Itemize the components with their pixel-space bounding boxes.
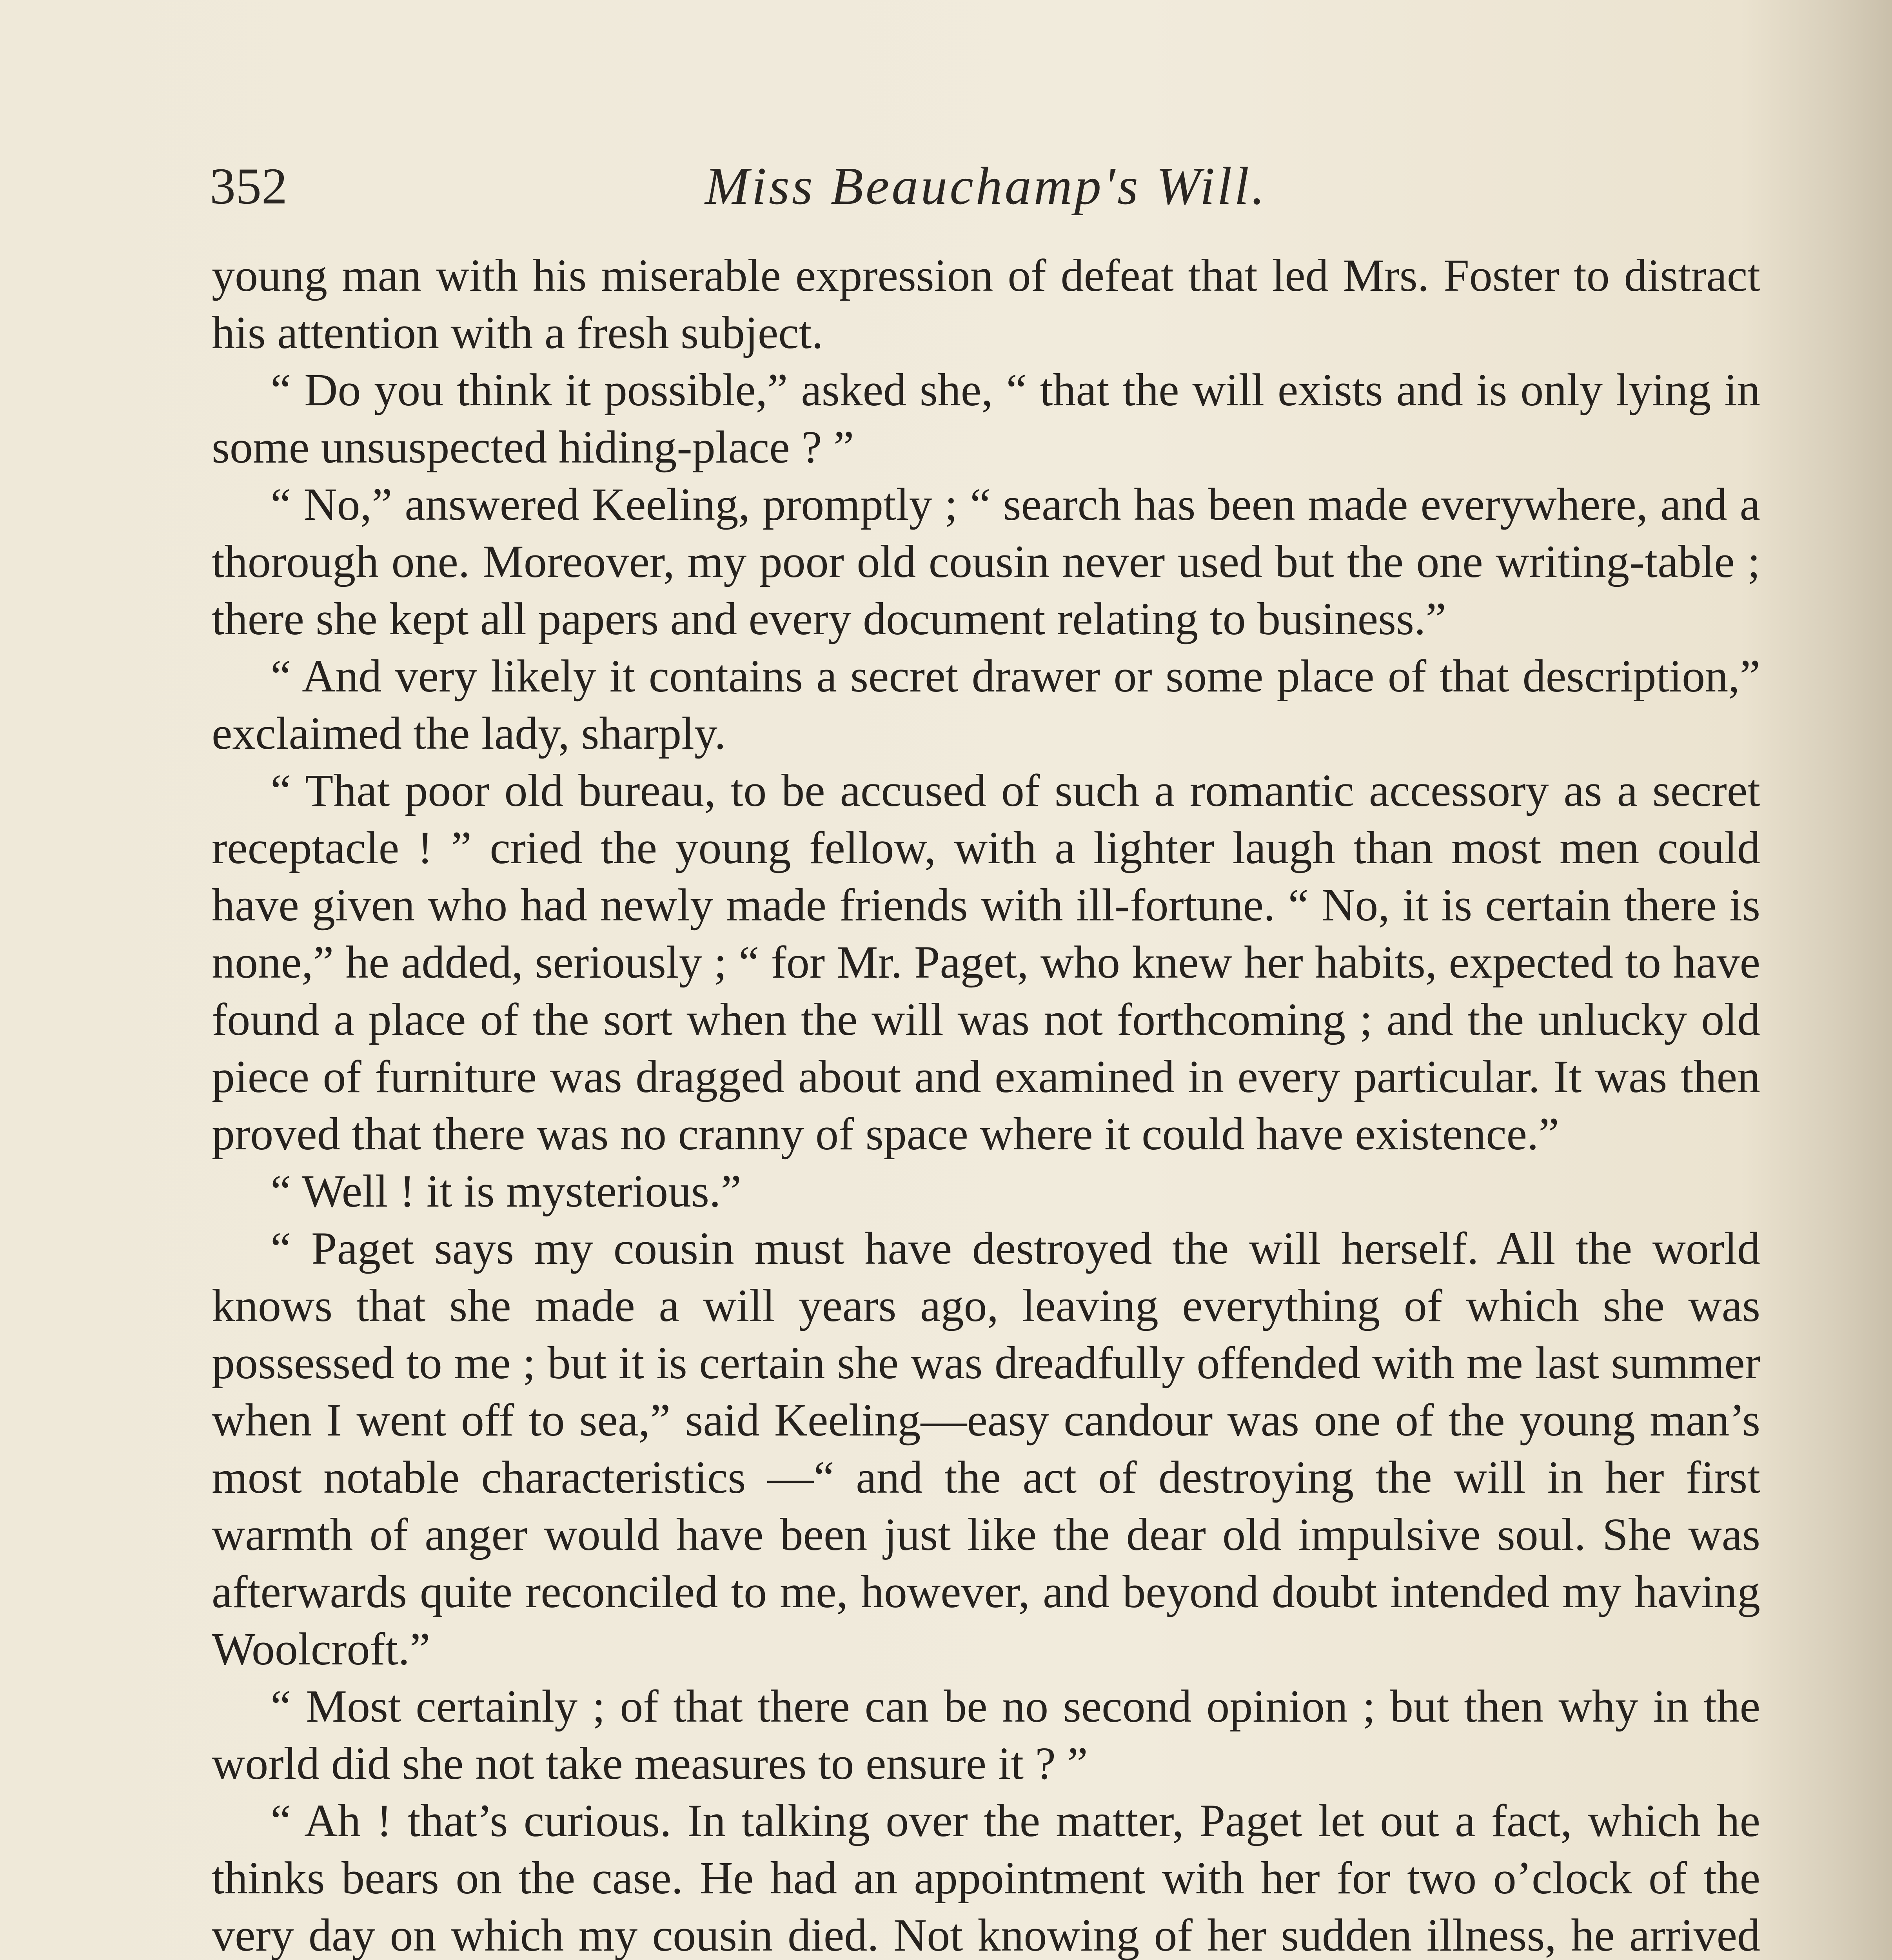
paragraph: young man with his miserable expression of defeat that led Mrs. Foster to distract his attention with a fresh subject. bbox=[212, 250, 1760, 358]
paragraph: “ And very likely it contains a secret drawer or some place of that description,” exclaimed the lady, sharply. bbox=[212, 650, 1760, 759]
paragraph: “ Ah ! that’s curious. In talking over the matter, Paget let out a fact, which he thinks bears on the case. He had an appointment with her for two o’clock of the very day on which my cousin died. Not knowing of her sudden illness, he arrived bbox=[212, 1795, 1760, 1960]
running-title: Miss Beauchamp's Will. bbox=[705, 157, 1267, 216]
paragraph: “ Most certainly ; of that there can be no second opinion ; but then why in the world did she not take measures to ensure it ? ” bbox=[212, 1681, 1760, 1789]
page-header bbox=[210, 149, 1762, 235]
paragraph: “ That poor old bureau, to be accused of such a romantic accessory as a secret receptacle ! ” cried the young fellow, with a lighter laugh than most men could have given who had newly made friends with ill-fortune. “ No, it is certain there is none,” he added, seriously ; “ for Mr. Paget, who knew her habits, expected to have found a place of the sort when the will was not forthcoming ; and the unlucky old piece of furniture was dragged about and examined in every particular. It was then proved that there was no cranny of space where it could have existence.” bbox=[212, 765, 1760, 1160]
paragraph: “ Well ! it is mysterious.” bbox=[271, 1165, 741, 1217]
paragraph: “ Do you think it possible,” asked she, “ that the will exists and is only lying in some unsuspected hiding-place ? ” bbox=[212, 364, 1760, 473]
body-text bbox=[212, 247, 1760, 1960]
paragraph: “ Paget says my cousin must have destroyed the will herself. All the world knows that she made a will years ago, leaving everything of which she was possessed to me ; but it is certain she was dreadfully offended with me last summer when I went off to sea,” said Keeling—easy candour was one of the young man’s most notable characteristics —“ and the act of destroying the will in her first warmth of anger would have been just like the dear old impulsive soul. She was afterwards quite reconciled to me, however, and beyond doubt intended my having Woolcroft.” bbox=[212, 1223, 1760, 1675]
paragraph: “ No,” answered Keeling, promptly ; “ search has been made everywhere, and a thorough one. Moreover, my poor old cousin never used but the one writing-table ; there she kept all papers and every document relating to business.” bbox=[212, 479, 1760, 644]
page-number: 352 bbox=[210, 157, 287, 215]
